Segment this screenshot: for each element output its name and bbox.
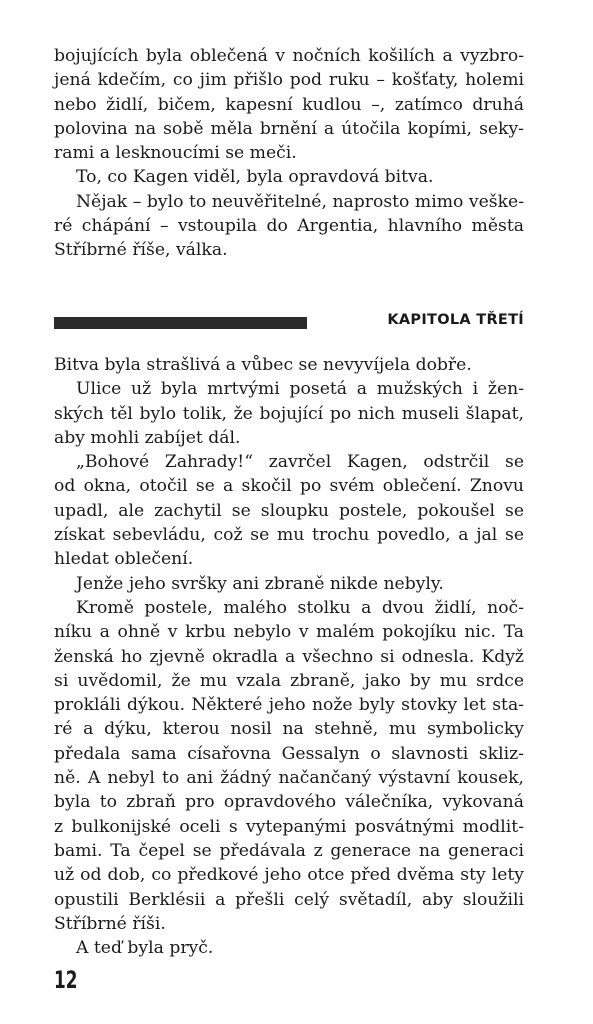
page-number: 12	[54, 966, 78, 994]
text-line: byla to zbraň pro opravdového válečníka, vykovaná	[54, 792, 524, 813]
text-line: si uvědomil, že mu vzala zbraně, jako by mu srdce	[54, 670, 524, 691]
text-line: z bulkonijské oceli s vytepanými posvátnými modlit-	[54, 816, 524, 837]
text-line: ré a dýku, kterou nosil na stehně, mu symbolicky	[54, 719, 524, 740]
chapter-divider-bar	[54, 317, 307, 329]
text-line: nebo židlí, bičem, kapesní kudlou –, zatímco druhá	[54, 94, 524, 115]
text-line: A teď byla pryč.	[76, 938, 214, 959]
text-line: od okna, otočil se a skočil po svém oblečení. Znovu	[54, 476, 524, 497]
text-line: ženská ho zjevně okradla a všechno si odnesla. Když	[54, 646, 524, 667]
text-line: ně. A nebyl to ani žádný načančaný výstavní kousek,	[54, 768, 524, 789]
text-line: ských těl bylo tolik, že bojující po nich museli šlapat,	[54, 403, 524, 424]
text-line: Ulice už byla mrtvými posetá a mužských i žen-	[76, 379, 524, 400]
text-line: polovina na sobě měla brnění a útočila kopími, seky-	[54, 118, 524, 139]
text-line: Jenže jeho svršky ani zbraně nikde nebyly.	[76, 573, 444, 594]
text-line: bojujících byla oblečená v nočních košilích a vyzbro-	[54, 46, 524, 66]
text-line: prokláli dýkou. Některé jeho nože byly stovky let sta-	[54, 695, 524, 716]
text-line: Bitva byla strašlivá a vůbec se nevyvíjela dobře.	[54, 355, 472, 375]
text-line: bami. Ta čepel se předávala z generace na generaci	[54, 840, 524, 861]
text-line: získat sebevládu, což se mu trochu povedlo, a jal se	[54, 525, 524, 546]
text-line: Stříbrné říše, válka.	[54, 240, 228, 261]
text-line: Nějak – bylo to neuvěřitelné, naprosto mimo veške-	[76, 191, 524, 212]
text-line: hledat oblečení.	[54, 549, 194, 570]
text-block-top	[54, 44, 524, 263]
text-line: opustili Berklésii a přešli celý světadíl, aby sloužili	[54, 889, 524, 910]
text-line: jená kdečím, co jim přišlo pod ruku – košťaty, holemi	[54, 70, 524, 91]
chapter-heading: KAPITOLA TŘETÍ	[387, 312, 524, 328]
text-line: Stříbrné říši.	[54, 913, 166, 934]
text-line: upadl, ale zachytil se sloupku postele, pokoušel se	[54, 500, 524, 521]
text-block-main	[54, 353, 524, 960]
text-line: níku a ohně v krbu nebylo v malém pokojíku nic. Ta	[54, 622, 524, 643]
text-line: Kromě postele, malého stolku a dvou židlí, noč-	[76, 597, 524, 618]
text-line: To, co Kagen viděl, byla opravdová bitva.	[76, 167, 434, 188]
text-line: ré chápání – vstoupila do Argentia, hlavního města	[54, 216, 524, 237]
text-line: předala sama císařovna Gessalyn o slavnosti skliz-	[54, 743, 524, 764]
text-line: „Bohové Zahrady!“ zavrčel Kagen, odstrčil se	[76, 452, 524, 473]
text-line: aby mohli zabíjet dál.	[54, 427, 241, 448]
text-line: rami a lesknoucími se meči.	[54, 143, 297, 164]
text-line: už od dob, co předkové jeho otce před dvěma sty lety	[54, 865, 524, 886]
